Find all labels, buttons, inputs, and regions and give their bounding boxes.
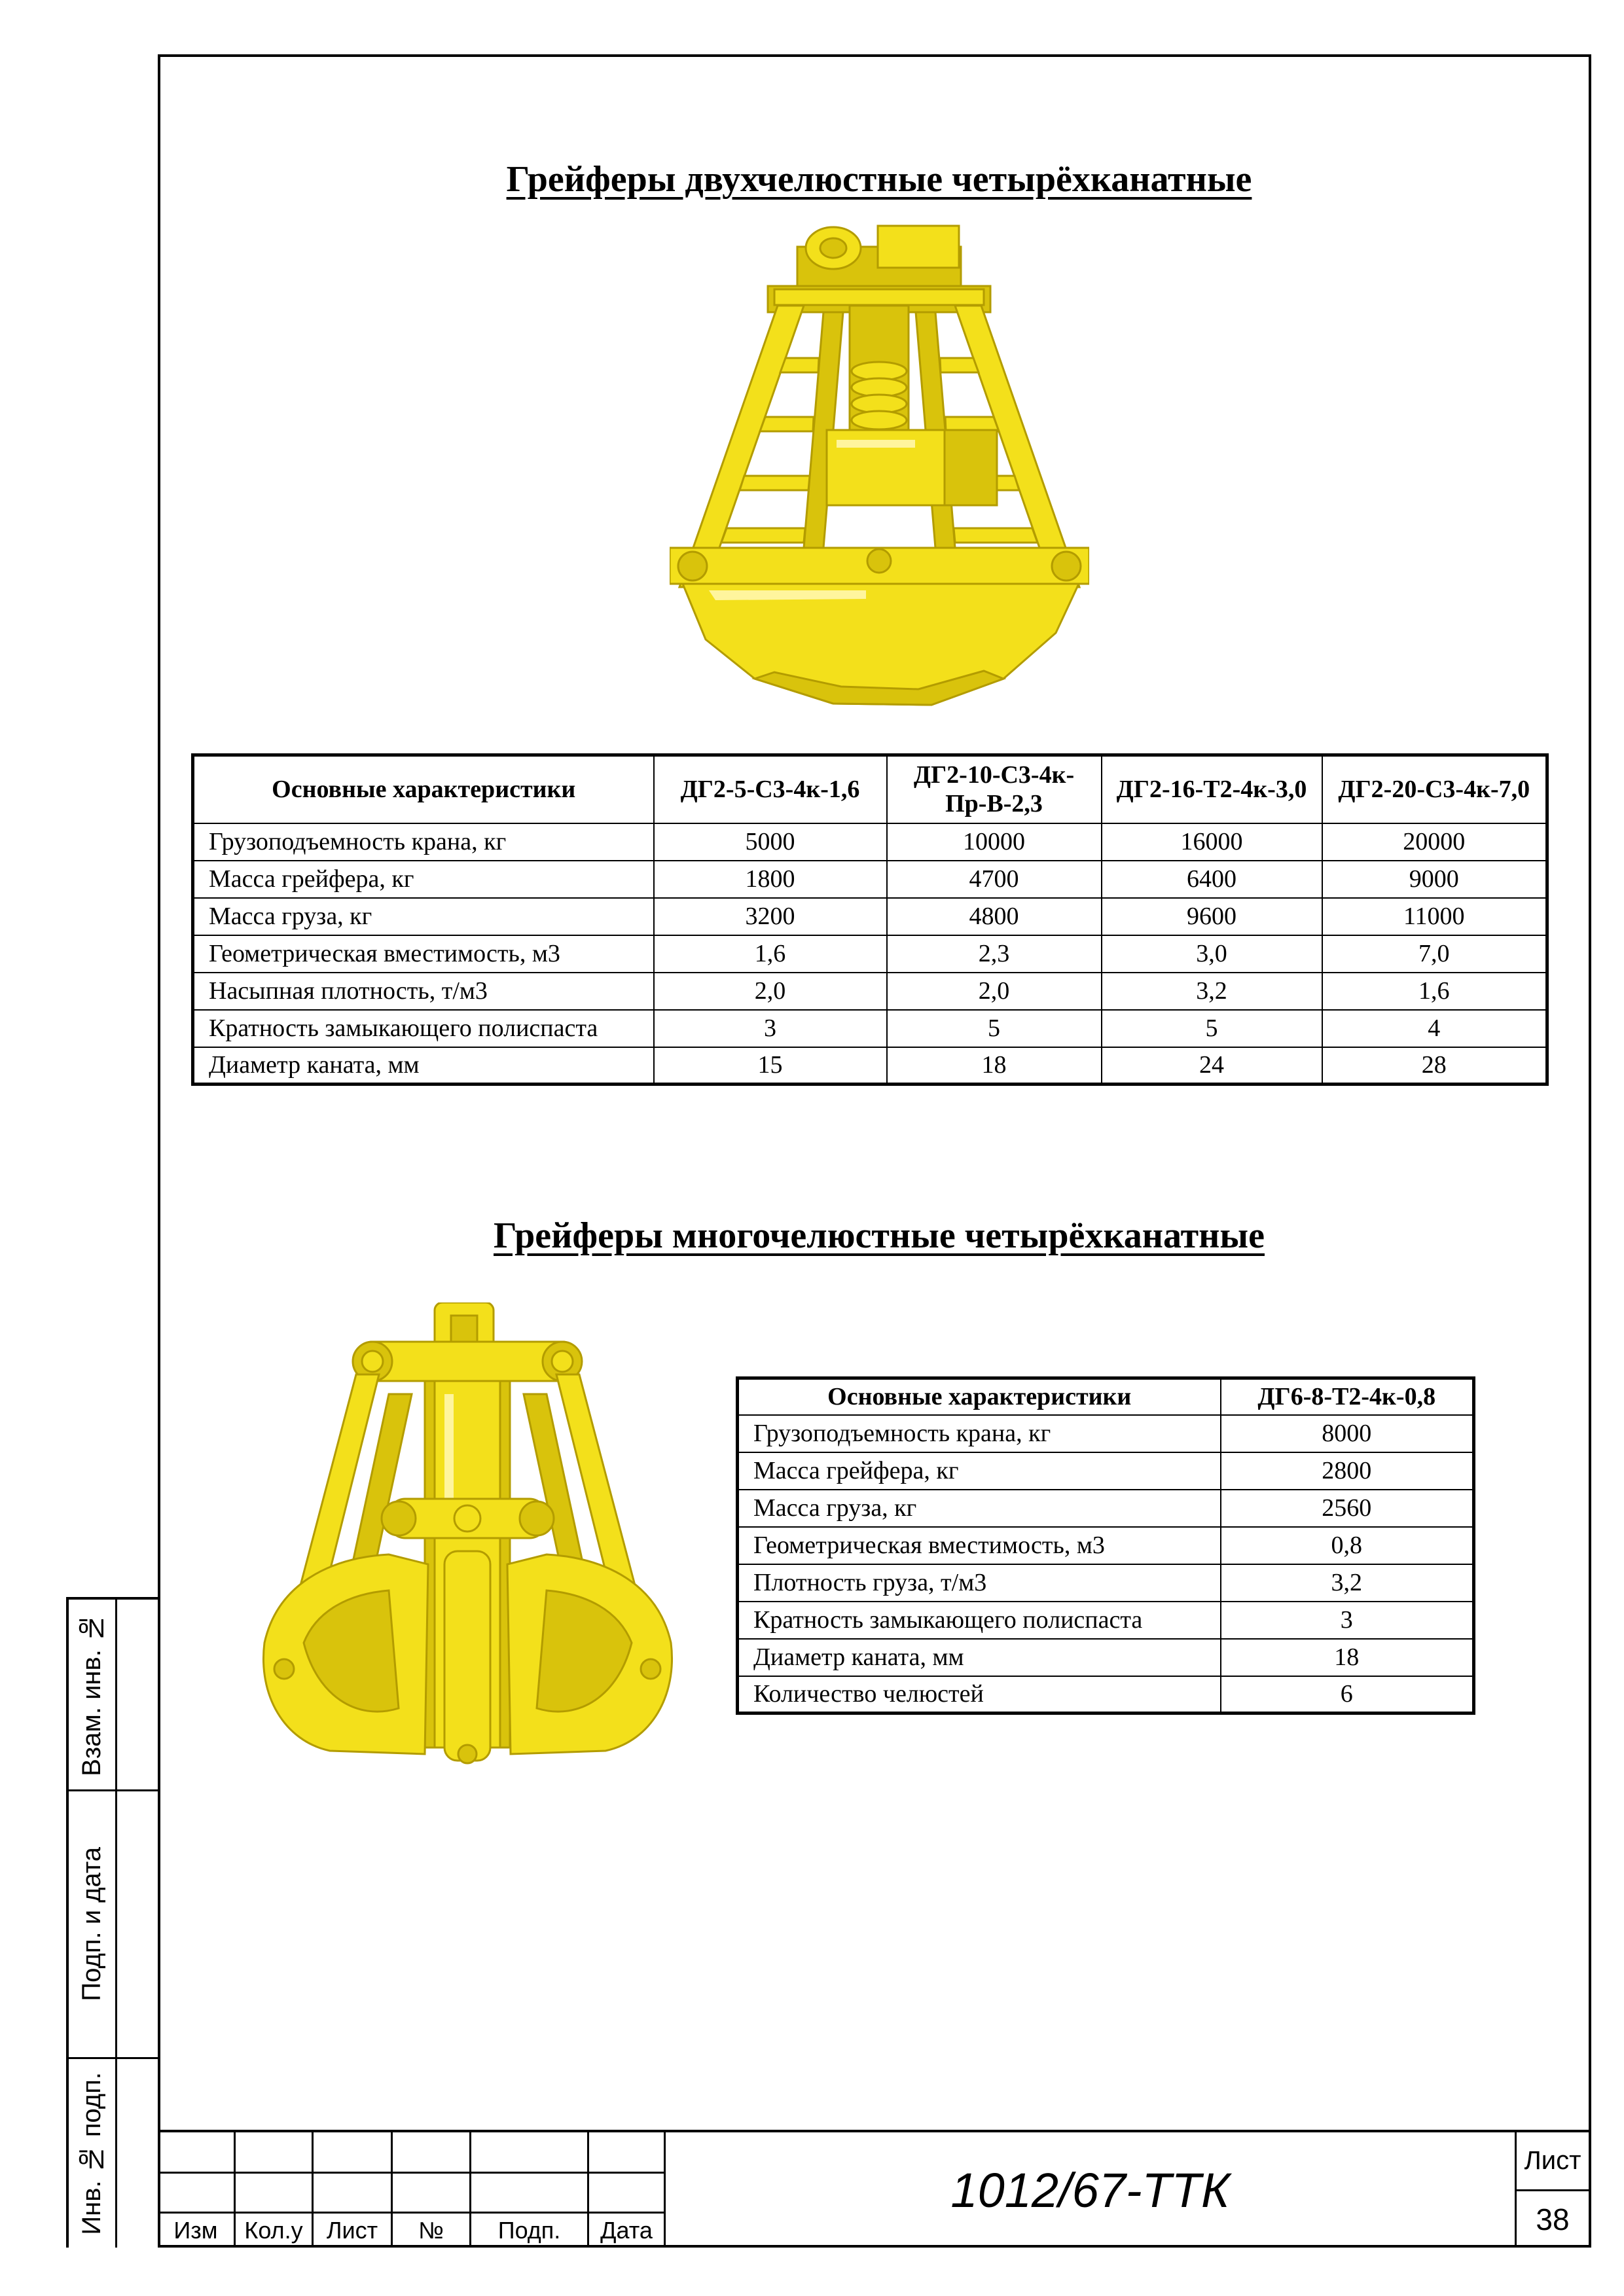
section2-title: Грейферы многочелюстные четырёхканатные: [494, 1215, 1265, 1256]
table-row: [738, 1527, 1474, 1564]
table-row: [193, 898, 1547, 935]
stamp-empty-cell: [471, 2174, 589, 2214]
value-cell: 20000: [1322, 823, 1547, 861]
row-label-cell: Диаметр каната, мм: [193, 1047, 654, 1085]
header-model: ДГ2-5-С3-4к-1,6: [654, 755, 887, 823]
row-label-cell: Насыпная плотность, т/м3: [193, 973, 654, 1010]
stamp-empty-cell: [471, 2132, 589, 2174]
value-cell: 16000: [1102, 823, 1322, 861]
row-label-cell: Масса грейфера, кг: [738, 1452, 1221, 1490]
table-row: [738, 1415, 1474, 1452]
table-row: [738, 1452, 1474, 1490]
margin-empty-cell: [117, 1600, 158, 1791]
value-cell: 18: [887, 1047, 1102, 1085]
stamp-empty-cell: [314, 2174, 393, 2214]
value-cell: 3,2: [1102, 973, 1322, 1010]
value-cell: 1,6: [1322, 973, 1547, 1010]
margin-strip: [66, 1597, 158, 2248]
value-cell: 4700: [887, 861, 1102, 898]
row-label-cell: Масса груза, кг: [738, 1490, 1221, 1527]
value-cell: 3,0: [1102, 935, 1322, 973]
row-label-cell: Масса груза, кг: [193, 898, 654, 935]
stamp-empty-cell: [589, 2174, 666, 2214]
value-cell: 7,0: [1322, 935, 1547, 973]
document-code: 1012/67-ТТК: [666, 2132, 1517, 2248]
table-header-row: [193, 755, 1547, 823]
table-row: [738, 1639, 1474, 1676]
table-header-row: [738, 1378, 1474, 1415]
grab2-joint-ring: [382, 1499, 554, 1538]
table-row: [193, 1047, 1547, 1085]
value-cell: 5000: [654, 823, 887, 861]
table-row: [193, 861, 1547, 898]
stamp-empty-cell: [589, 2132, 666, 2174]
value-cell: 0,8: [1221, 1527, 1474, 1564]
stamp-column-label: Дата: [589, 2214, 666, 2248]
multi-jaw-grab-spec-table: [736, 1376, 1475, 1715]
stamp-column-label: Изм: [158, 2214, 236, 2248]
stamp-empty-cell: [393, 2174, 471, 2214]
margin-empty-cell: [117, 1791, 158, 2059]
grab2-head: [353, 1302, 582, 1388]
row-label-cell: Количество челюстей: [738, 1676, 1221, 1713]
value-cell: 4: [1322, 1010, 1547, 1047]
stamp-column-label: №: [393, 2214, 471, 2248]
stamp-empty-cell: [158, 2174, 236, 2214]
two-jaw-grab-icon: [670, 221, 1089, 707]
header-model: ДГ2-20-С3-4к-7,0: [1322, 755, 1547, 823]
row-label-cell: Грузоподъемность крана, кг: [738, 1415, 1221, 1452]
header-characteristics: Основные характеристики: [193, 755, 654, 823]
grab-bucket: [670, 548, 1089, 705]
value-cell: 1,6: [654, 935, 887, 973]
value-cell: 6400: [1102, 861, 1322, 898]
value-cell: 5: [887, 1010, 1102, 1047]
value-cell: 8000: [1221, 1415, 1474, 1452]
row-label-cell: Геометрическая вместимость, м3: [193, 935, 654, 973]
value-cell: 3: [654, 1010, 887, 1047]
value-cell: 9000: [1322, 861, 1547, 898]
section1-title: Грейферы двухчелюстные четырёхканатные: [506, 159, 1252, 200]
margin-cell-original-inv: [69, 2059, 117, 2248]
grab2-jaws: [263, 1551, 672, 1763]
header-model: ДГ2-10-С3-4к-Пр-В-2,3: [887, 755, 1102, 823]
sheet-number: 38: [1536, 2202, 1570, 2236]
stamp-column-label: Подп.: [471, 2214, 589, 2248]
multi-jaw-grab-icon: [258, 1302, 677, 1767]
stamp-empty-cell: [158, 2132, 236, 2174]
value-cell: 9600: [1102, 898, 1322, 935]
header-characteristics: Основные характеристики: [738, 1378, 1221, 1415]
margin-label: Взам. инв. №: [77, 1613, 106, 1776]
row-label-cell: Плотность груза, т/м3: [738, 1564, 1221, 1602]
sheet-label: Лист: [1517, 2132, 1589, 2191]
value-cell: 4800: [887, 898, 1102, 935]
margin-cell-sign-date: [69, 1791, 117, 2059]
title-block-stamp: [158, 2130, 1591, 2248]
value-cell: 5: [1102, 1010, 1322, 1047]
stamp-column-label: Кол.у: [236, 2214, 314, 2248]
row-label-cell: Кратность замыкающего полиспаста: [738, 1602, 1221, 1639]
table-row: [193, 1010, 1547, 1047]
stamp-empty-cell: [393, 2132, 471, 2174]
two-jaw-grab-spec-table: [191, 753, 1549, 1086]
table-row: [193, 823, 1547, 861]
stamp-empty-cell: [236, 2132, 314, 2174]
value-cell: 11000: [1322, 898, 1547, 935]
row-label-cell: Масса грейфера, кг: [193, 861, 654, 898]
table-row: [193, 935, 1547, 973]
row-label-cell: Грузоподъемность крана, кг: [193, 823, 654, 861]
table-row: [738, 1564, 1474, 1602]
margin-cell-replacement-inv: [69, 1600, 117, 1791]
grab-body-box: [827, 430, 997, 505]
margin-label: Подп. и дата: [77, 1847, 106, 2001]
grab-pulley-block: [850, 306, 909, 437]
value-cell: 10000: [887, 823, 1102, 861]
margin-label: Инв. № подп.: [77, 2072, 106, 2235]
stamp-empty-cell: [314, 2132, 393, 2174]
value-cell: 2,0: [654, 973, 887, 1010]
value-cell: 28: [1322, 1047, 1547, 1085]
value-cell: 2800: [1221, 1452, 1474, 1490]
value-cell: 2,3: [887, 935, 1102, 973]
value-cell: 3: [1221, 1602, 1474, 1639]
value-cell: 1800: [654, 861, 887, 898]
table-row: [193, 973, 1547, 1010]
header-model: ДГ2-16-Т2-4к-3,0: [1102, 755, 1322, 823]
grab-left-strut: [679, 306, 843, 587]
table-row: [738, 1676, 1474, 1713]
stamp-column-label: Лист: [314, 2214, 393, 2248]
value-cell: 2,0: [887, 973, 1102, 1010]
value-cell: 2560: [1221, 1490, 1474, 1527]
header-model: ДГ6-8-Т2-4к-0,8: [1221, 1378, 1474, 1415]
table-row: [738, 1602, 1474, 1639]
value-cell: 3200: [654, 898, 887, 935]
grab-head: [768, 226, 990, 312]
value-cell: 6: [1221, 1676, 1474, 1713]
value-cell: 15: [654, 1047, 887, 1085]
value-cell: 24: [1102, 1047, 1322, 1085]
row-label-cell: Кратность замыкающего полиспаста: [193, 1010, 654, 1047]
value-cell: 3,2: [1221, 1564, 1474, 1602]
table-row: [738, 1490, 1474, 1527]
row-label-cell: Геометрическая вместимость, м3: [738, 1527, 1221, 1564]
value-cell: 18: [1221, 1639, 1474, 1676]
stamp-empty-cell: [236, 2174, 314, 2214]
row-label-cell: Диаметр каната, мм: [738, 1639, 1221, 1676]
